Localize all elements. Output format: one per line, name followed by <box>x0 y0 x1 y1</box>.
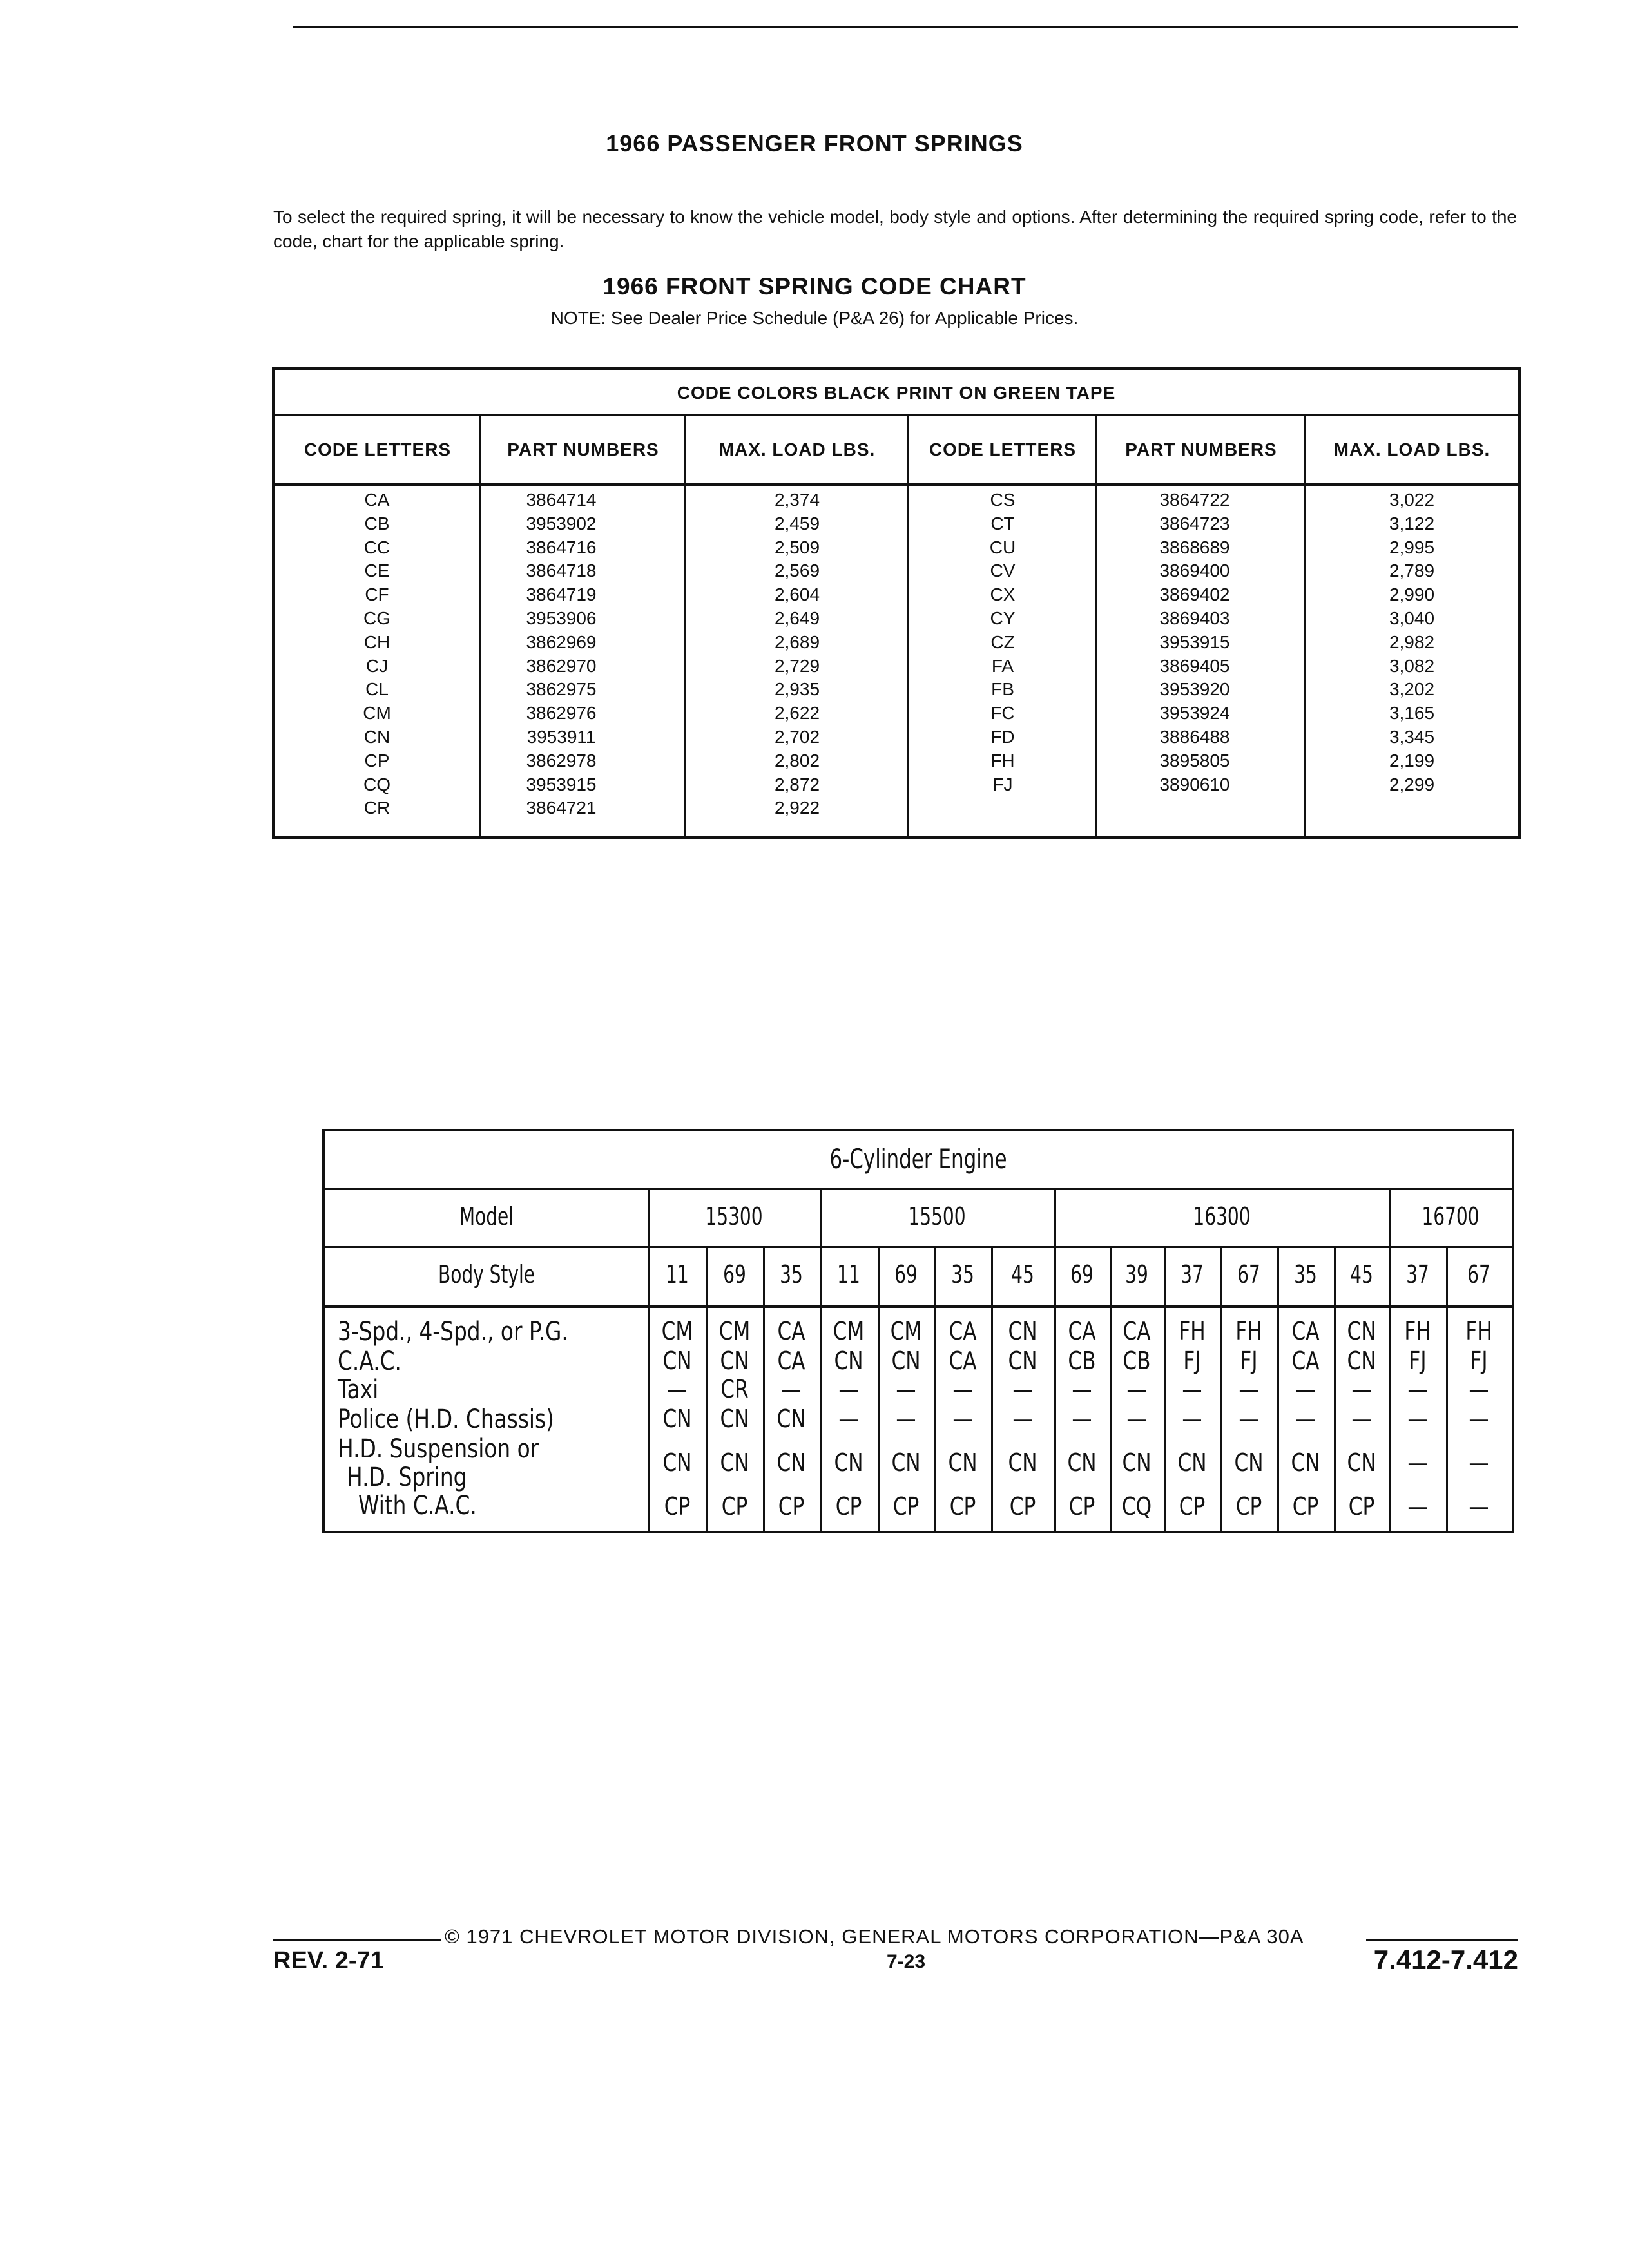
table-rule <box>820 1188 822 1531</box>
code-chart-cell: 3864722 <box>1159 490 1230 510</box>
table-rule <box>706 1246 708 1531</box>
table-cell: FH <box>1179 1317 1206 1345</box>
code-chart-cell: CE <box>364 561 390 581</box>
table-cell: CP <box>1179 1492 1206 1521</box>
footer-rule <box>1366 1939 1518 1941</box>
table-cell: CA <box>777 1317 805 1345</box>
code-chart-cell: CA <box>364 490 390 510</box>
body-style-number: 69 <box>723 1260 746 1289</box>
table-cell: — <box>1407 1448 1428 1477</box>
code-chart-cell: CN <box>363 726 390 747</box>
table-cell: CA <box>949 1317 977 1345</box>
code-chart-cell: CV <box>990 561 1016 581</box>
table-cell: CA <box>1123 1317 1151 1345</box>
page-number: 7-23 <box>887 1951 926 1972</box>
table-cell: — <box>1012 1405 1033 1433</box>
table-cell: CN <box>1177 1448 1207 1477</box>
code-chart-cell: 2,569 <box>774 561 820 581</box>
code-chart-cell: FC <box>990 703 1015 724</box>
spring-code-chart <box>272 367 1521 839</box>
code-chart-cell: 3862975 <box>526 679 597 700</box>
table-cell: — <box>667 1375 688 1403</box>
table-rule <box>1110 1246 1112 1531</box>
code-chart-cell: 2,689 <box>774 631 820 652</box>
table-cell: CB <box>1123 1347 1151 1375</box>
code-chart-cell: CZ <box>990 631 1015 652</box>
table-cell: CN <box>891 1448 921 1477</box>
code-chart-cell: 3869402 <box>1159 584 1230 605</box>
table-cell: — <box>1126 1405 1147 1433</box>
body-style-number: 45 <box>1011 1260 1034 1289</box>
right-loads-column <box>1306 488 1518 796</box>
table-cell: CA <box>1291 1347 1320 1375</box>
table-cell: CA <box>1291 1317 1320 1345</box>
table-cell: FJ <box>1183 1347 1201 1375</box>
page-title: 1966 PASSENGER FRONT SPRINGS <box>606 130 1023 157</box>
table-cell: CN <box>720 1347 749 1375</box>
table-cell: CN <box>834 1448 863 1477</box>
code-chart-cell: CX <box>990 584 1016 605</box>
header-part-numbers: PART NUMBERS <box>507 439 659 459</box>
table-cell: CM <box>718 1317 751 1345</box>
code-chart-cell: 3953906 <box>526 608 597 628</box>
header-part-numbers-2: PART NUMBERS <box>1125 439 1277 459</box>
body-style-number: 37 <box>1406 1260 1429 1289</box>
code-chart-cell: 3,040 <box>1389 608 1435 628</box>
code-chart-cell: 2,802 <box>774 750 820 771</box>
option-row-label: H.D. Spring <box>347 1463 467 1492</box>
body-style-number: 35 <box>780 1260 803 1289</box>
body-style-number: 69 <box>1070 1260 1094 1289</box>
table-rule <box>325 1188 1512 1190</box>
table-cell: FH <box>1465 1317 1492 1345</box>
left-loads-column <box>686 488 909 820</box>
table-cell: CP <box>835 1492 862 1521</box>
code-chart-cell: 2,990 <box>1389 584 1435 605</box>
header-code-letters-2: CODE LETTERS <box>929 439 1077 459</box>
table-cell: CN <box>720 1448 749 1477</box>
table-cell: CN <box>776 1405 806 1433</box>
table-cell: CN <box>1008 1347 1037 1375</box>
code-chart-cell: 3,202 <box>1389 679 1435 700</box>
code-chart-cell: CJ <box>365 655 389 676</box>
table-cell: — <box>1469 1492 1489 1521</box>
code-chart-cell: CP <box>364 750 390 771</box>
table-cell: CN <box>1008 1448 1037 1477</box>
table-cell: CN <box>1067 1448 1097 1477</box>
option-row-label: Police (H.D. Chassis) <box>338 1405 554 1434</box>
table-cell: CP <box>664 1492 691 1521</box>
table-rule <box>1220 1246 1222 1531</box>
table-rule <box>1277 1246 1279 1531</box>
code-chart-cell: 3864714 <box>526 490 597 510</box>
code-chart-cell: 2,789 <box>1389 561 1435 581</box>
table-cell: — <box>1407 1375 1428 1403</box>
code-chart-cell: 3864721 <box>526 798 597 818</box>
code-chart-cell: 2,604 <box>774 584 820 605</box>
table-cell: — <box>1012 1375 1033 1403</box>
code-chart-cell: 3869405 <box>1159 655 1230 676</box>
body-style-number: 67 <box>1467 1260 1490 1289</box>
option-row-label: 3-Spd., 4-Spd., or P.G. <box>338 1317 568 1347</box>
code-chart-cell: 3862976 <box>526 703 597 724</box>
code-chart-cell: 3862978 <box>526 750 597 771</box>
code-chart-cell: 2,702 <box>774 726 820 747</box>
table-cell: CN <box>891 1347 921 1375</box>
code-chart-cell: FA <box>991 655 1014 676</box>
code-chart-cell: 2,982 <box>1389 631 1435 652</box>
table-cell: — <box>1407 1492 1428 1521</box>
table-cell: — <box>838 1375 859 1403</box>
code-chart-cell: 2,995 <box>1389 537 1435 557</box>
table-cell: CP <box>1068 1492 1095 1521</box>
table-cell: CP <box>949 1492 976 1521</box>
table-cell: — <box>1182 1405 1202 1433</box>
table-rule <box>648 1188 650 1531</box>
table-rule <box>878 1246 880 1531</box>
engine-table-title: 6-Cylinder Engine <box>829 1143 1007 1175</box>
six-cylinder-engine-table <box>322 1129 1514 1533</box>
code-chart-cell: CM <box>363 703 391 724</box>
table-cell: — <box>1126 1375 1147 1403</box>
option-row-label: With C.A.C. <box>358 1491 477 1521</box>
table-cell: CP <box>778 1492 805 1521</box>
model-label: Model <box>459 1202 514 1231</box>
copyright-line: © 1971 CHEVROLET MOTOR DIVISION, GENERAL MOTORS CORPORATION—P&A 30A <box>445 1925 1304 1948</box>
table-cell: CB <box>1068 1347 1096 1375</box>
top-rule <box>293 26 1518 28</box>
table-cell: — <box>1351 1405 1372 1433</box>
table-cell: — <box>1295 1405 1316 1433</box>
code-chart-cell: 3,022 <box>1389 490 1435 510</box>
option-row-label: C.A.C. <box>338 1347 401 1376</box>
code-chart-cell: 3953915 <box>1159 631 1230 652</box>
code-chart-cell: FD <box>990 726 1015 747</box>
body-style-number: 11 <box>837 1260 860 1289</box>
code-chart-cell: 3,122 <box>1389 513 1435 533</box>
code-chart-cell: 3886488 <box>1159 726 1230 747</box>
body-style-number: 67 <box>1237 1260 1260 1289</box>
code-chart-cell: 3864719 <box>526 584 597 605</box>
table-rule <box>1446 1246 1448 1531</box>
table-cell: FJ <box>1240 1347 1258 1375</box>
table-cell: — <box>781 1375 802 1403</box>
table-cell: — <box>1072 1375 1092 1403</box>
model-number: 15300 <box>705 1202 763 1231</box>
table-cell: — <box>1351 1375 1372 1403</box>
header-max-load: MAX. LOAD LBS. <box>718 439 876 459</box>
table-cell: CP <box>1292 1492 1319 1521</box>
table-cell: CN <box>1291 1448 1320 1477</box>
code-chart-cell: 3890610 <box>1159 774 1230 794</box>
code-chart-cell: CB <box>364 513 390 533</box>
left-parts-column <box>481 488 642 820</box>
code-chart-cell: 3,082 <box>1389 655 1435 676</box>
model-number: 16300 <box>1193 1202 1251 1231</box>
table-cell: FH <box>1235 1317 1262 1345</box>
table-cell: — <box>1469 1405 1489 1433</box>
body-style-number: 69 <box>894 1260 918 1289</box>
code-chart-cell: 3953924 <box>1159 703 1230 724</box>
right-codes-column <box>909 488 1097 796</box>
code-chart-cell: CR <box>363 798 390 818</box>
code-chart-cell: CF <box>365 584 389 605</box>
table-cell: — <box>1407 1405 1428 1433</box>
code-chart-cell: 2,459 <box>774 513 820 533</box>
code-chart-cell: CQ <box>363 774 390 794</box>
table-cell: CN <box>1008 1317 1037 1345</box>
chart-subtitle: 1966 FRONT SPRING CODE CHART <box>602 273 1027 300</box>
table-cell: — <box>1072 1405 1092 1433</box>
price-note: NOTE: See Dealer Price Schedule (P&A 26) for Applicable Prices. <box>550 308 1079 328</box>
header-max-load-2: MAX. LOAD LBS. <box>1333 439 1490 459</box>
body-style-number: 35 <box>1294 1260 1317 1289</box>
code-chart-cell: 3953902 <box>526 513 597 533</box>
code-chart-cell: CY <box>990 608 1016 628</box>
table-cell: CP <box>1009 1492 1036 1521</box>
table-rule <box>1334 1246 1336 1531</box>
table-cell: CN <box>1347 1347 1376 1375</box>
table-cell: CM <box>661 1317 693 1345</box>
code-chart-cell: FB <box>991 679 1014 700</box>
table-cell: CA <box>949 1347 977 1375</box>
code-chart-cell: CT <box>990 513 1015 533</box>
code-chart-cell: 3868689 <box>1159 537 1230 557</box>
body-style-number: 35 <box>951 1260 974 1289</box>
code-chart-cell: 2,872 <box>774 774 820 794</box>
code-chart-cell: 3,165 <box>1389 703 1435 724</box>
code-chart-cell: 3895805 <box>1159 750 1230 771</box>
footer-rule <box>273 1939 441 1941</box>
table-cell: CR <box>720 1375 749 1403</box>
table-cell: — <box>896 1375 916 1403</box>
table-cell: CN <box>776 1448 806 1477</box>
code-chart-cell: FH <box>990 750 1015 771</box>
table-cell: CN <box>662 1347 692 1375</box>
code-chart-cell: 2,622 <box>774 703 820 724</box>
table-cell: CN <box>720 1405 749 1433</box>
code-chart-cell: 3953920 <box>1159 679 1230 700</box>
table-cell: FJ <box>1409 1347 1427 1375</box>
code-chart-cell: 3864723 <box>1159 513 1230 533</box>
code-chart-cell: 3862969 <box>526 631 597 652</box>
code-chart-cell: 3864718 <box>526 561 597 581</box>
code-chart-cell: CG <box>363 608 390 628</box>
code-chart-cell: 3953911 <box>526 726 596 747</box>
table-cell: CP <box>721 1492 748 1521</box>
table-rule <box>1389 1188 1391 1531</box>
table-cell: — <box>1182 1375 1202 1403</box>
table-cell: — <box>838 1405 859 1433</box>
table-rule <box>991 1246 993 1531</box>
table-cell: CA <box>1068 1317 1096 1345</box>
table-cell: FH <box>1404 1317 1431 1345</box>
table-cell: — <box>1239 1405 1259 1433</box>
table-rule <box>1164 1246 1166 1531</box>
code-chart-cell: 2,374 <box>774 490 820 510</box>
code-chart-cell: 3864716 <box>526 537 597 557</box>
code-chart-cell: 3953915 <box>526 774 597 794</box>
table-cell: CN <box>1347 1317 1376 1345</box>
code-chart-cell: CH <box>363 631 390 652</box>
table-cell: FJ <box>1470 1347 1488 1375</box>
body-style-number: 45 <box>1350 1260 1373 1289</box>
code-chart-cell: 2,922 <box>774 798 820 818</box>
model-number: 16700 <box>1422 1202 1480 1231</box>
table-cell: CN <box>662 1448 692 1477</box>
table-cell: CM <box>890 1317 922 1345</box>
table-cell: — <box>1295 1375 1316 1403</box>
code-chart-cell: 3869400 <box>1159 561 1230 581</box>
code-chart-cell: 2,935 <box>774 679 820 700</box>
code-chart-cell: 2,299 <box>1389 774 1435 794</box>
table-cell: CN <box>1122 1448 1152 1477</box>
table-rule <box>934 1246 936 1531</box>
table-cell: — <box>1239 1375 1259 1403</box>
code-chart-cell: 3862970 <box>526 655 597 676</box>
table-cell: — <box>1469 1448 1489 1477</box>
table-cell: CN <box>662 1405 692 1433</box>
code-chart-header <box>275 416 1518 486</box>
revision-label: REV. 2-71 <box>273 1947 384 1974</box>
left-codes-column <box>275 488 479 820</box>
option-row-label: Taxi <box>338 1375 379 1405</box>
body-style-number: 37 <box>1181 1260 1204 1289</box>
table-cell: — <box>952 1375 973 1403</box>
table-cell: CM <box>833 1317 865 1345</box>
table-cell: CN <box>1347 1448 1376 1477</box>
body-style-number: 39 <box>1125 1260 1148 1289</box>
table-rule <box>763 1246 765 1531</box>
model-number: 15500 <box>908 1202 966 1231</box>
table-cell: CN <box>834 1347 863 1375</box>
intro-paragraph: To select the required spring, it will be necessary to know the vehicle model, body style and options. After determining the required spring code, refer to the code, chart for the applicable spring. <box>273 207 1517 251</box>
code-chart-cell: CC <box>363 537 390 557</box>
code-chart-cell: FJ <box>992 774 1013 794</box>
option-row-label: H.D. Suspension or <box>338 1434 539 1464</box>
code-chart-cell: 3,345 <box>1389 726 1435 747</box>
table-cell: CN <box>1234 1448 1264 1477</box>
body-style-number: 11 <box>666 1260 689 1289</box>
table-rule <box>1054 1188 1056 1531</box>
section-number: 7.412-7.412 <box>1373 1945 1518 1975</box>
right-parts-column <box>1097 488 1293 796</box>
code-chart-cell: 2,649 <box>774 608 820 628</box>
code-chart-cell: 2,199 <box>1389 750 1435 771</box>
code-chart-cell: CS <box>990 490 1016 510</box>
table-cell: CP <box>1235 1492 1262 1521</box>
header-code-letters: CODE LETTERS <box>304 439 452 459</box>
table-cell: — <box>1469 1375 1489 1403</box>
table-cell: CP <box>892 1492 920 1521</box>
code-chart-cell: CU <box>989 537 1016 557</box>
table-cell: CA <box>777 1347 805 1375</box>
code-chart-cell: 2,509 <box>774 537 820 557</box>
body-style-label: Body Style <box>438 1260 535 1289</box>
code-chart-cell: 2,729 <box>774 655 820 676</box>
code-chart-cell: 3869403 <box>1159 608 1230 628</box>
code-colors-banner: CODE COLORS BLACK PRINT ON GREEN TAPE <box>275 370 1518 416</box>
table-cell: CN <box>948 1448 978 1477</box>
table-cell: — <box>952 1405 973 1433</box>
code-chart-cell: CL <box>365 679 389 700</box>
table-cell: — <box>896 1405 916 1433</box>
table-cell: CQ <box>1121 1492 1152 1521</box>
table-cell: CP <box>1348 1492 1375 1521</box>
